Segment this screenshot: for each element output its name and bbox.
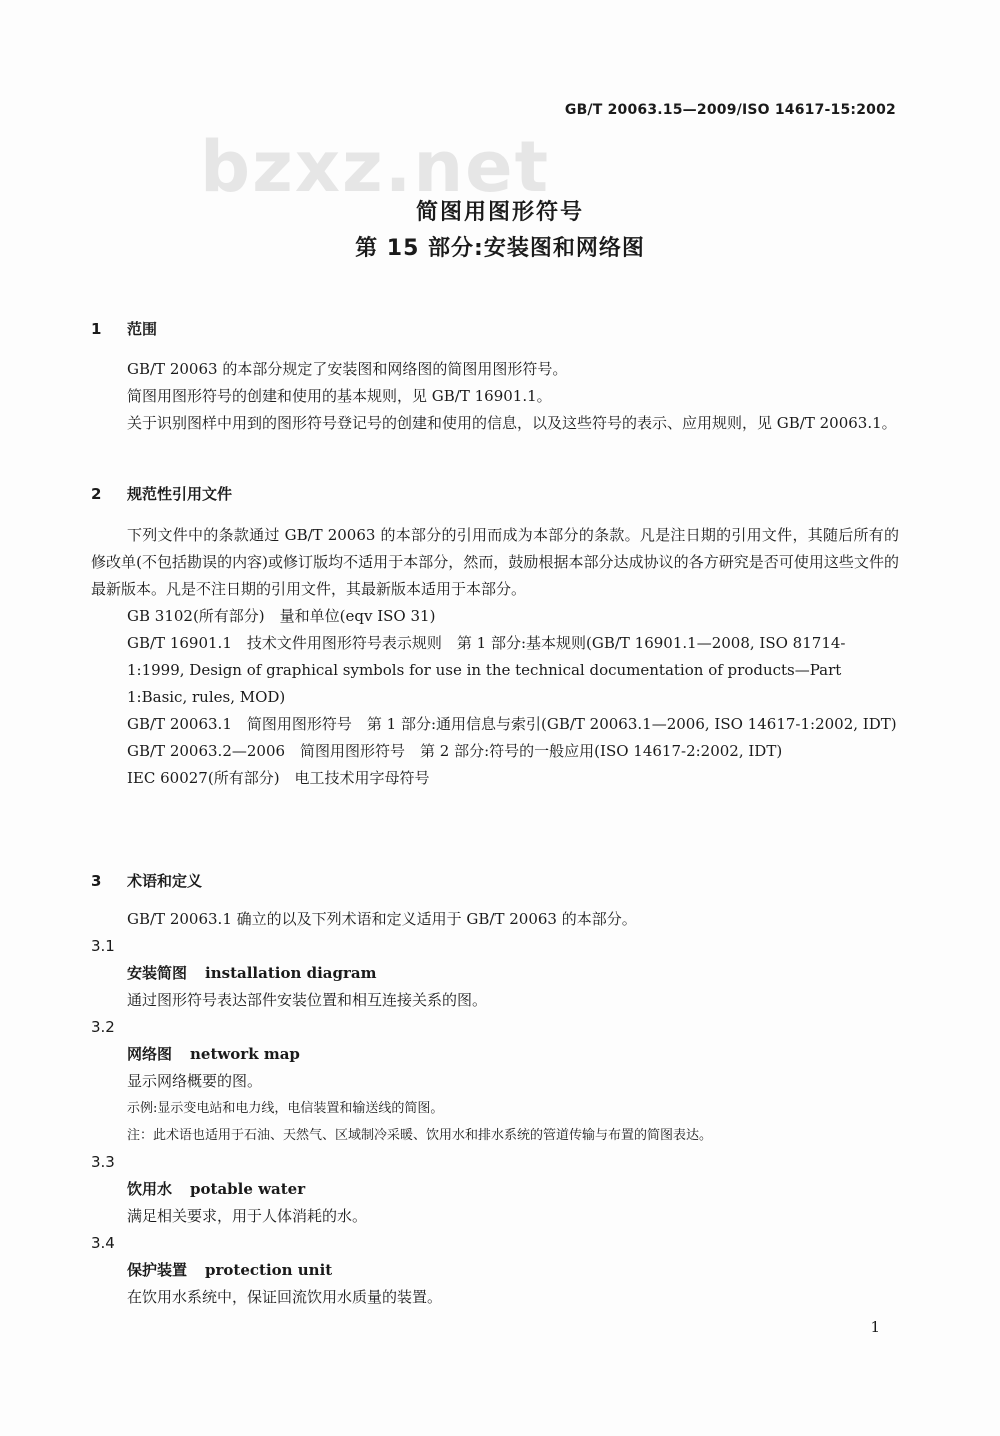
standard-number: GB/T 20063.15—2009/ISO 14617-15:2002 [564, 102, 896, 118]
term-zh: 安装简图 [127, 964, 188, 982]
term-zh: 饮用水 [127, 1180, 173, 1198]
section-number: 1 [91, 320, 102, 338]
term-definition: 满足相关要求，用于人体消耗的水。 [127, 1207, 368, 1225]
term-note: 注：此术语也适用于石油、天然气、区域制冷采暖、饮用水和排水系统的管道传输与布置的简图表达。 [127, 1128, 713, 1143]
section-scope [91, 316, 899, 343]
reference-item: GB/T 20063.2—2006 简图用图形符号 第 2 部分:符号的一般应用(ISO 14617-2:2002, IDT) [127, 742, 783, 760]
reference-item: GB/T 20063.1 简图用图形符号 第 1 部分:通用信息与索引(GB/T 20063.1—2006, ISO 14617-1:2002, IDT) [127, 715, 897, 733]
terms-body [91, 906, 899, 1311]
term-name [91, 1257, 899, 1284]
section-terms [91, 868, 899, 895]
term-name [91, 960, 899, 987]
paragraph: 下列文件中的条款通过 GB/T 20063 的本部分的引用而成为本部分的条款。凡是注日期的引用文件，其随后所有的修改单(不包括勘误的内容)或修订版均不适用于本部分，然而，鼓励根据本部分达成协议的各方研究是否可使用这些文件的最新版本。凡是不注日期的引用文件，其最新版本适用于本部分。 [91, 526, 899, 598]
scope-body [91, 356, 899, 437]
paragraph: 关于识别图样中用到的图形符号登记号的创建和使用的信息，以及这些符号的表示、应用规则，见 GB/T 20063.1。 [127, 414, 897, 432]
term-example: 示例:显示变电站和电力线，电信装置和输送线的简图。 [127, 1101, 444, 1116]
term-number: 3.4 [91, 1234, 115, 1252]
term-number: 3.1 [91, 937, 115, 955]
section-heading [91, 481, 899, 508]
section-title: 术语和定义 [127, 872, 203, 890]
term-name [91, 1176, 899, 1203]
paragraph: GB/T 20063.1 确立的以及下列术语和定义适用于 GB/T 20063 的本部分。 [127, 910, 637, 928]
page-number: 1 [870, 1318, 880, 1336]
term-zh: 保护装置 [127, 1261, 188, 1279]
reference-item: GB/T 16901.1 技术文件用图形符号表示规则 第 1 部分:基本规则(GB/T 16901.1—2008, ISO 81714-1:1999, Design of graphical symbols for use in the technical documentation of products—Part 1:Basic, rules, MOD) [127, 634, 846, 706]
document-title: 简图用图形符号 [415, 200, 584, 225]
section-title: 规范性引用文件 [127, 485, 233, 503]
section-number: 3 [91, 872, 102, 890]
term-definition: 通过图形符号表达部件安装位置和相互连接关系的图。 [127, 991, 488, 1009]
paragraph: GB/T 20063 的本部分规定了安装图和网络图的简图用图形符号。 [127, 360, 568, 378]
section-heading [91, 316, 899, 343]
reference-item: IEC 60027(所有部分) 电工技术用字母符号 [127, 769, 430, 787]
term-en: network map [190, 1045, 300, 1063]
term-number: 3.3 [91, 1153, 115, 1171]
term-en: installation diagram [205, 964, 377, 982]
term-number: 3.2 [91, 1018, 115, 1036]
term-definition: 显示网络概要的图。 [127, 1072, 263, 1090]
term-en: protection unit [205, 1261, 333, 1279]
term-en: potable water [190, 1180, 306, 1198]
document-subtitle: 第 15 部分:安装图和网络图 [355, 236, 645, 261]
reference-item: GB 3102(所有部分) 量和单位(eqv ISO 31) [127, 607, 436, 625]
references-body [91, 522, 899, 792]
section-number: 2 [91, 485, 102, 503]
section-title: 范围 [127, 320, 158, 338]
section-normative-references [91, 481, 899, 508]
term-zh: 网络图 [127, 1045, 173, 1063]
section-heading [91, 868, 899, 895]
watermark: bzxz.net [200, 126, 551, 208]
paragraph: 简图用图形符号的创建和使用的基本规则，见 GB/T 16901.1。 [127, 387, 552, 405]
term-name [91, 1041, 899, 1068]
term-definition: 在饮用水系统中，保证回流饮用水质量的装置。 [127, 1288, 443, 1306]
